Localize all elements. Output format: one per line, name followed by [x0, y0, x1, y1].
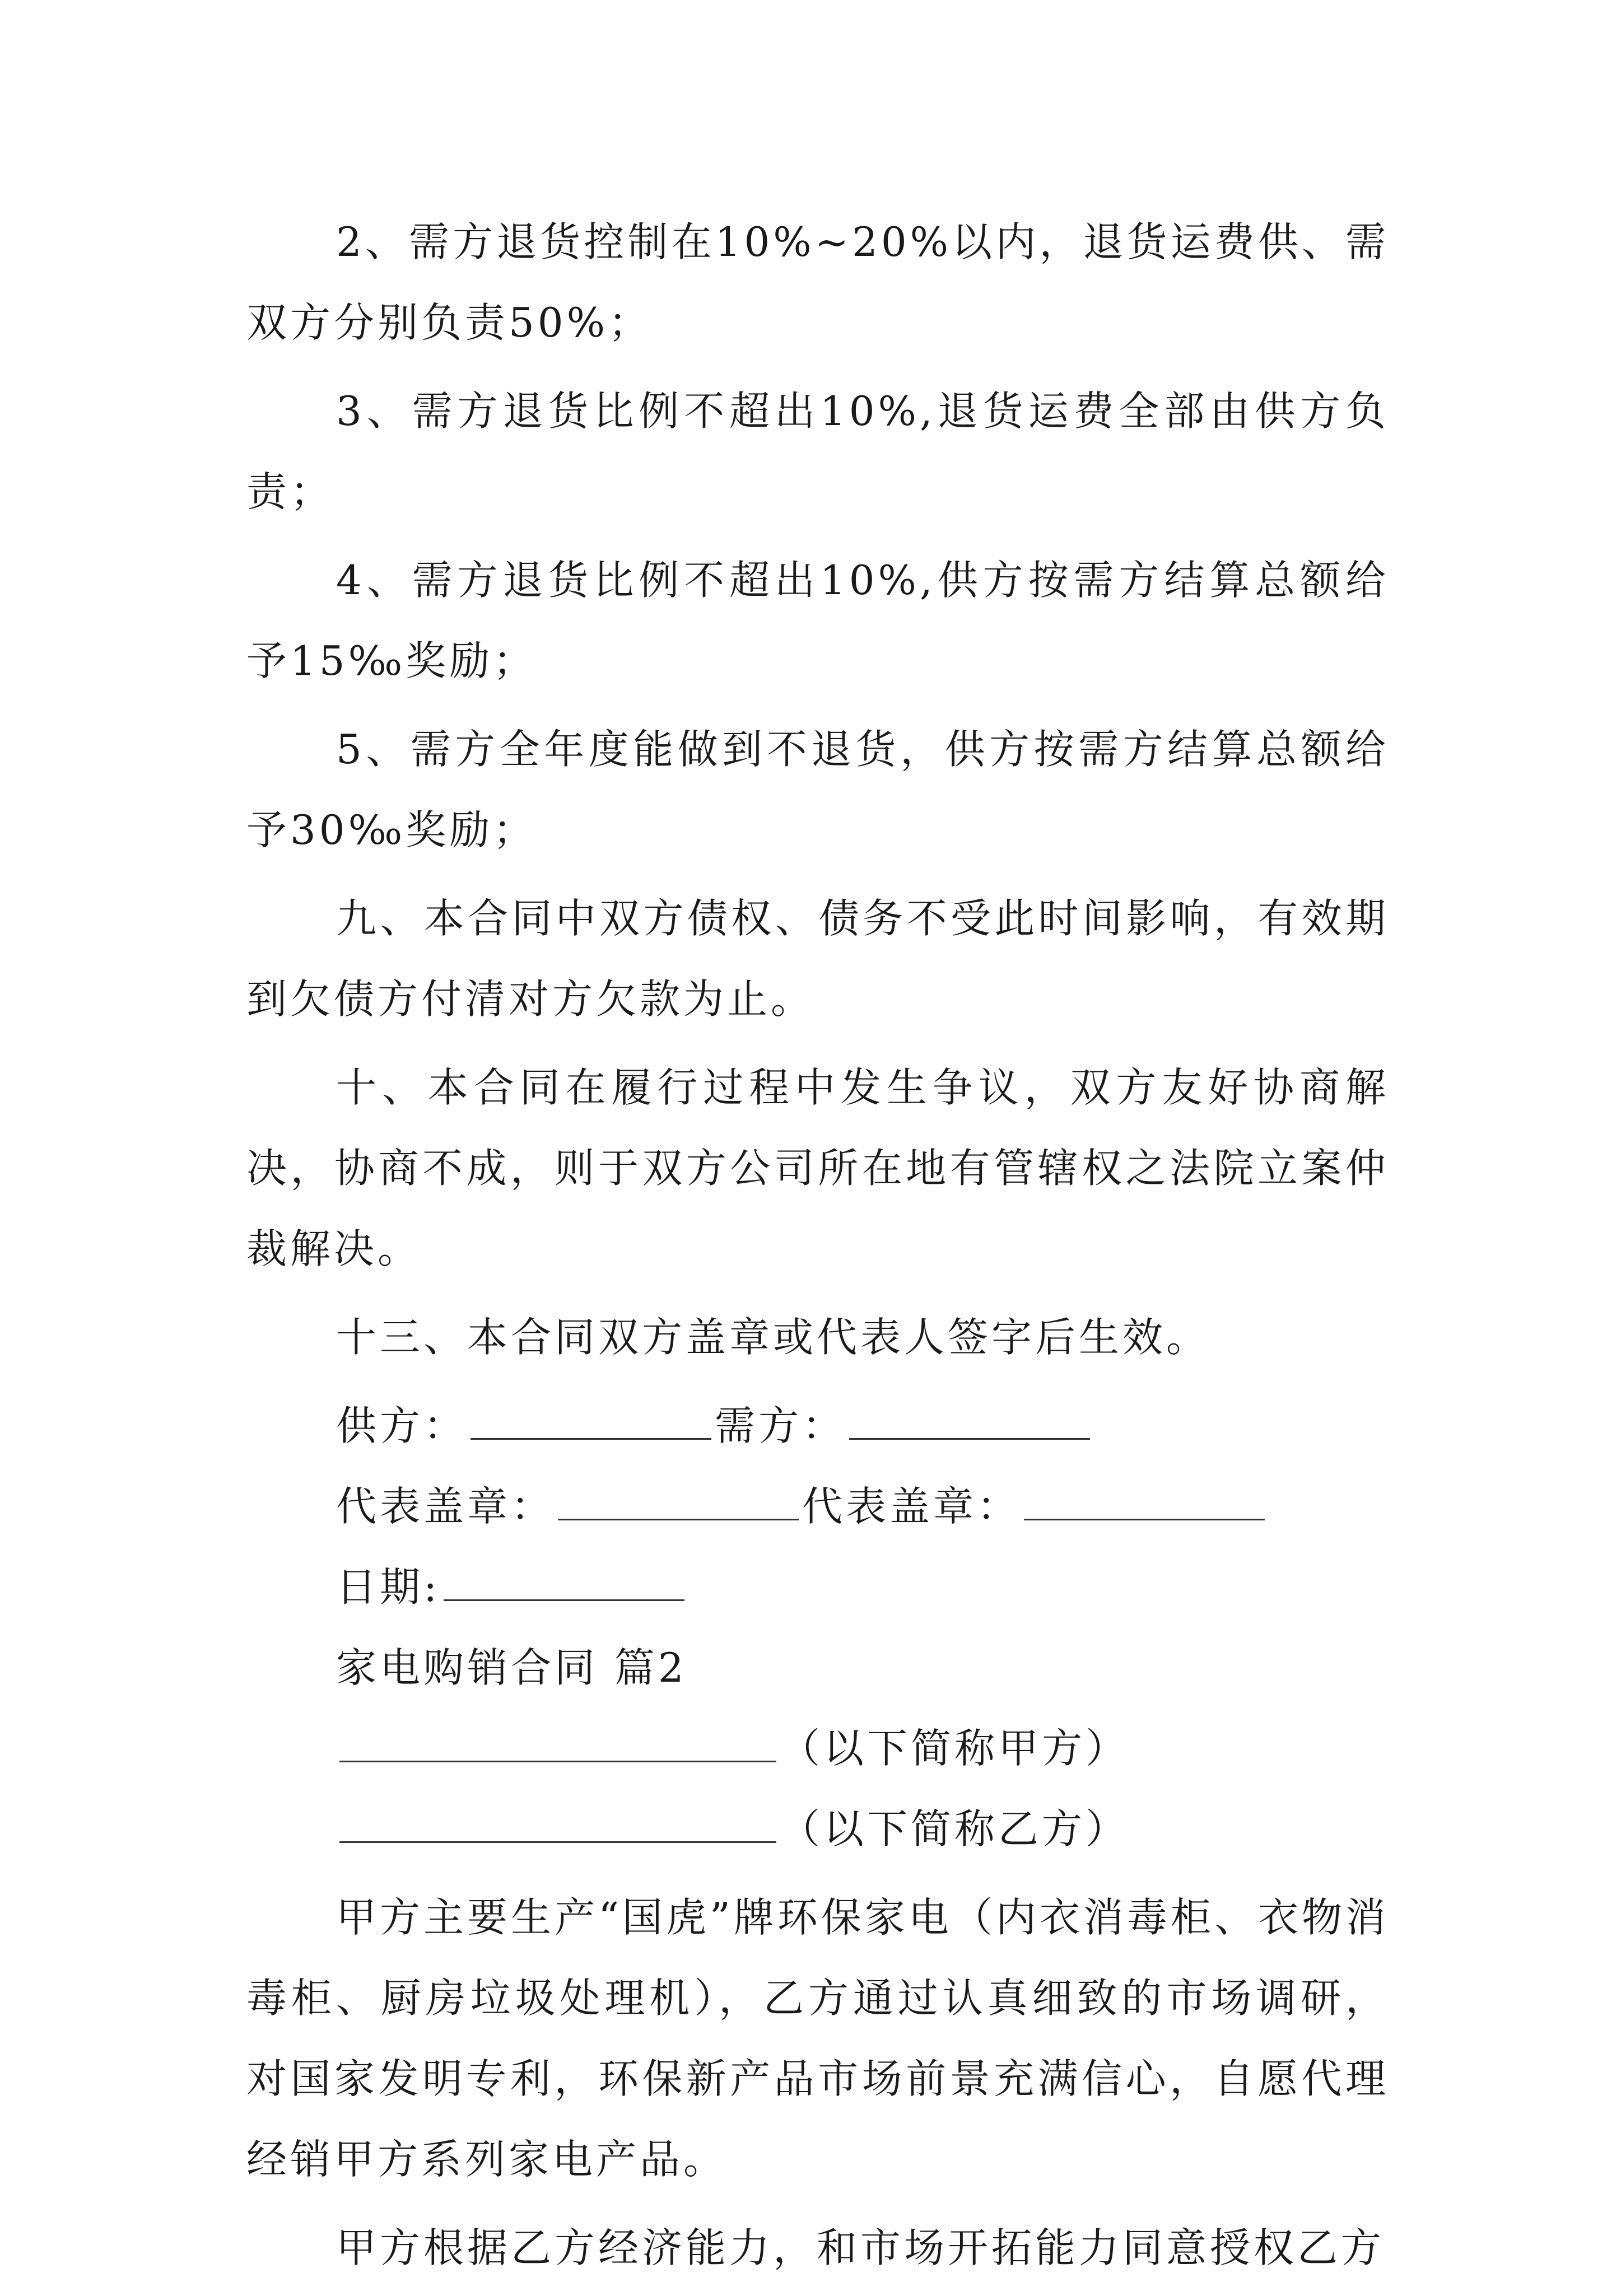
buyer-rep-blank: [1024, 1484, 1265, 1520]
party-b-blank: [339, 1807, 776, 1843]
buyer-blank: [849, 1403, 1090, 1440]
section-2-intro-paragraph: 甲方主要生产“国虎”牌环保家电（内衣消毒柜、衣物消毒柜、厨房垃圾处理机），乙方通过认真细致的市场调研，对国家发明专利，环保新产品市场前景充满信心，自愿代理经销甲方系列家电产品。: [246, 1894, 1389, 2183]
article-13-effective: 十三、本合同双方盖章或代表人签字后生效。: [336, 1314, 1210, 1361]
supplier-blank: [471, 1403, 711, 1440]
date-blank: [444, 1565, 684, 1601]
date-label: 日期:: [336, 1564, 441, 1611]
party-a-row: [246, 1708, 1389, 1789]
supplier-rep-blank: [558, 1484, 799, 1520]
party-b-suffix: （以下简称乙方）: [780, 1805, 1130, 1852]
buyer-label: 需方：: [715, 1402, 846, 1449]
signature-date-row: [246, 1547, 1389, 1627]
buyer-rep-label: 代表盖章：: [802, 1483, 1021, 1530]
section-2-title: 家电购销合同 篇2: [336, 1644, 687, 1691]
article-9-debt-validity: 九、本合同中双方债权、债务不受此时间影响，有效期到欠债方付清对方欠款为止。: [246, 895, 1389, 1023]
section-2-authorization-paragraph: 甲方根据乙方经济能力，和市场开拓能力同意授权乙方: [336, 2224, 1385, 2271]
clause-4-reward-15: 4、需方退货比例不超出10%,供方按需方结算总额给予15‰奖励；: [246, 557, 1389, 684]
supplier-rep-label: 代表盖章：: [336, 1483, 555, 1530]
party-a-suffix: （以下简称甲方）: [780, 1725, 1130, 1772]
signature-representative-row: [246, 1466, 1389, 1547]
supplier-label: 供方：: [336, 1402, 468, 1449]
document-body: [246, 202, 1389, 2296]
party-a-blank: [339, 1726, 776, 1762]
article-10-dispute-resolution: 十、本合同在履行过程中发生争议，双方友好协商解决，协商不成，则于双方公司所在地有管辖权之法院立案仲裁解决。: [246, 1064, 1389, 1272]
party-b-row: [246, 1789, 1389, 1869]
signature-parties-row: [246, 1385, 1389, 1466]
clause-3-return-freight: 3、需方退货比例不超出10%,退货运费全部由供方负责；: [246, 388, 1389, 515]
clause-5-reward-30: 5、需方全年度能做到不退货，供方按需方结算总额给予30‰奖励；: [246, 726, 1389, 853]
clause-2-return-control: 2、需方退货控制在10%~20%以内，退货运费供、需双方分别负责50%；: [246, 218, 1389, 346]
